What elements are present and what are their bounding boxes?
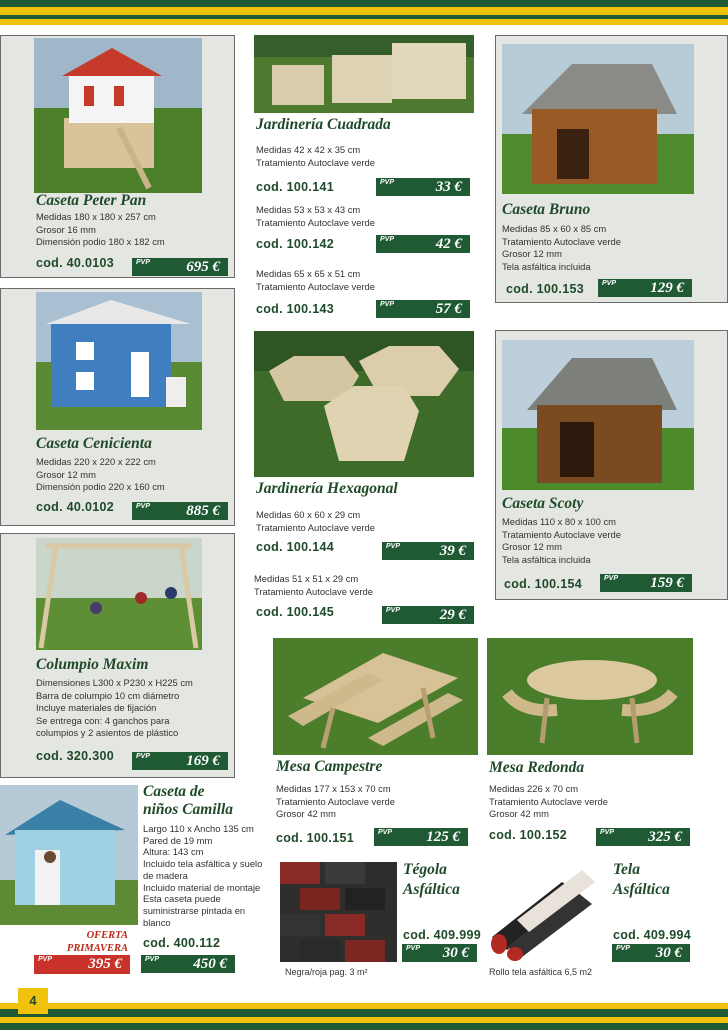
tegola-price: PVP 30 € xyxy=(402,944,477,962)
footer-stripe xyxy=(0,1003,728,1030)
jardineria-cuadrada-v2-price: PVP 42 € xyxy=(376,235,470,253)
jardineria-hexagonal-v2-code: cod. 100.145 xyxy=(256,605,334,619)
bruno-code: cod. 100.153 xyxy=(506,282,584,296)
tela-title: Tela Asfáltica xyxy=(613,861,670,898)
header-stripe xyxy=(0,0,728,30)
mesa-campestre-photo xyxy=(273,638,478,755)
jardineria-hexagonal-v1-price: PVP 39 € xyxy=(382,542,474,560)
cenicienta-photo xyxy=(36,292,202,430)
jardineria-hexagonal-title: Jardinería Hexagonal xyxy=(256,480,398,497)
mesa-redonda-title: Mesa Redonda xyxy=(489,759,585,776)
peter-pan-price: PVP 695 € xyxy=(132,258,228,276)
scoty-title: Caseta Scoty xyxy=(502,495,584,512)
bruno-photo xyxy=(502,44,694,194)
mesa-campestre-title: Mesa Campestre xyxy=(276,758,383,775)
cenicienta-price: PVP 885 € xyxy=(132,502,228,520)
tela-code: cod. 409.994 xyxy=(613,928,691,942)
columpio-price: PVP 169 € xyxy=(132,752,228,770)
columpio-title: Columpio Maxim xyxy=(36,656,149,673)
cenicienta-title: Caseta Cenicienta xyxy=(36,435,152,452)
jardineria-cuadrada-v1-description: Medidas 42 x 42 x 35 cm Tratamiento Autoclave verde xyxy=(256,144,375,168)
camilla-code: cod. 400.112 xyxy=(143,936,221,950)
scoty-code: cod. 100.154 xyxy=(504,577,582,591)
tela-price: PVP 30 € xyxy=(612,944,690,962)
jardineria-cuadrada-v3-code: cod. 100.143 xyxy=(256,302,334,316)
jardineria-hexagonal-v1-description: Medidas 60 x 60 x 29 cm Tratamiento Autoclave verde xyxy=(256,509,375,533)
camilla-offer-label: OFERTA PRIMAVERA xyxy=(66,930,128,954)
scoty-description: Medidas 110 x 80 x 100 cm Tratamiento Autoclave verde Grosor 12 mm Tela asfáltica incluida xyxy=(502,516,621,565)
bruno-price: PVP 129 € xyxy=(598,279,692,297)
columpio-photo xyxy=(36,538,202,650)
camilla-title: Caseta de niños Camilla xyxy=(143,783,234,818)
jardineria-hexagonal-photo xyxy=(254,331,474,477)
bruno-description: Medidas 85 x 60 x 85 cm Tratamiento Autoclave verde Grosor 12 mm Tela asfáltica incluida xyxy=(502,223,621,272)
jardineria-cuadrada-v2-code: cod. 100.142 xyxy=(256,237,334,251)
jardineria-cuadrada-photo xyxy=(254,35,474,113)
jardineria-cuadrada-v1-code: cod. 100.141 xyxy=(256,180,334,194)
scoty-price: PVP 159 € xyxy=(600,574,692,592)
peter-pan-title: Caseta Peter Pan xyxy=(36,192,147,209)
tegola-title: Tégola Asfáltica xyxy=(403,861,460,898)
peter-pan-code: cod. 40.0103 xyxy=(36,256,114,270)
tela-photo xyxy=(487,862,605,962)
tegola-code: cod. 409.999 xyxy=(403,928,481,942)
jardineria-cuadrada-v2-description: Medidas 53 x 53 x 43 cm Tratamiento Autoclave verde xyxy=(256,204,375,228)
jardineria-hexagonal-v2-price: PVP 29 € xyxy=(382,606,474,624)
peter-pan-description: Medidas 180 x 180 x 257 cm Grosor 16 mm Dimensión podio 180 x 182 cm xyxy=(36,211,165,247)
mesa-redonda-code: cod. 100.152 xyxy=(489,828,567,842)
camilla-description: Largo 110 x Ancho 135 cm Pared de 19 mm Altura: 143 cm Incluido tela asfáltica y suelo de madera Incluido material de montaje Esta caseta puede suministrarse pintada en blanco xyxy=(143,823,263,928)
columpio-description: Dimensiones L300 x P230 x H225 cm Barra de columpio 10 cm diámetro Incluye materiales de fijación Se entrega con: 4 ganchos para columpios y 2 asientos de plástico xyxy=(36,677,193,738)
mesa-campestre-code: cod. 100.151 xyxy=(276,831,354,845)
mesa-redonda-photo xyxy=(487,638,693,755)
mesa-campestre-price: PVP 125 € xyxy=(374,828,468,846)
jardineria-hexagonal-v1-code: cod. 100.144 xyxy=(256,540,334,554)
jardineria-cuadrada-v3-description: Medidas 65 x 65 x 51 cm Tratamiento Autoclave verde xyxy=(256,268,375,292)
tegola-photo xyxy=(280,862,397,962)
columpio-code: cod. 320.300 xyxy=(36,749,114,763)
mesa-redonda-price: PVP 325 € xyxy=(596,828,690,846)
jardineria-cuadrada-title: Jardinería Cuadrada xyxy=(256,116,391,133)
camilla-price: PVP 450 € xyxy=(141,955,235,973)
cenicienta-description: Medidas 220 x 220 x 222 cm Grosor 12 mm Dimensión podio 220 x 160 cm xyxy=(36,456,165,492)
bruno-title: Caseta Bruno xyxy=(502,201,591,218)
jardineria-cuadrada-v1-price: PVP 33 € xyxy=(376,178,470,196)
peter-pan-photo xyxy=(34,38,202,193)
tela-caption: Rollo tela asfáltica 6,5 m2 xyxy=(489,967,593,977)
tegola-caption: Negra/roja pag. 3 m² xyxy=(285,967,368,977)
page-number: 4 xyxy=(18,988,48,1014)
jardineria-hexagonal-v2-description: Medidas 51 x 51 x 29 cm Tratamiento Autoclave verde xyxy=(254,573,373,597)
mesa-redonda-description: Medidas 226 x 70 cm Tratamiento Autoclave verde Grosor 42 mm xyxy=(489,783,608,819)
jardineria-cuadrada-v3-price: PVP 57 € xyxy=(376,300,470,318)
camilla-photo xyxy=(0,785,138,925)
cenicienta-code: cod. 40.0102 xyxy=(36,500,114,514)
mesa-campestre-description: Medidas 177 x 153 x 70 cm Tratamiento Autoclave verde Grosor 42 mm xyxy=(276,783,395,819)
camilla-offer-price: PVP 395 € xyxy=(34,955,130,974)
scoty-photo xyxy=(502,340,694,490)
